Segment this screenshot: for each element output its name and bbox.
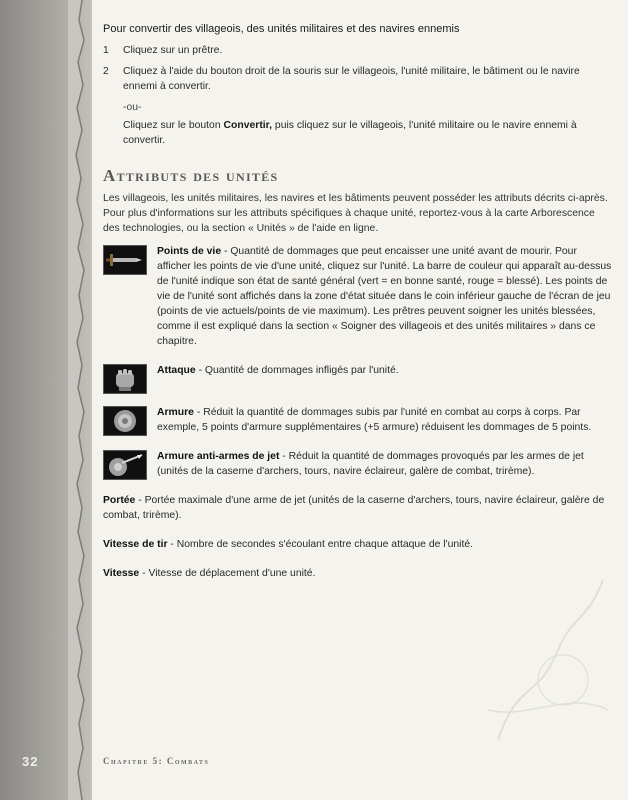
arrow-shield-icon (103, 450, 147, 480)
chapter-footer: Chapitre 5: Combats (103, 756, 210, 766)
alternative-instruction (103, 118, 613, 148)
attribute-speed (103, 566, 613, 581)
section-title: Attributs des unités (103, 166, 279, 185)
convert-heading: Pour convertir des villageois, des unités militaires et des navires ennemis (103, 23, 460, 35)
attribute-name: Armure anti-armes de jet (157, 451, 280, 462)
step-text: Cliquez à l'aide du bouton droit de la souris sur le villageois, l'unité militaire, le bâtiment ou le navire ennemi à convertir. (123, 66, 580, 92)
section-intro: Les villageois, les unités militaires, les navires et les bâtiments peuvent posséder les attributs décrits ci-après. Pour plus d'informations sur les attributs spécifiques à chaque unité, reportez-vous à la carte Arborescence des technologies, ou la section « Unités » de l'aide en ligne. (103, 193, 608, 234)
alt-text-after: puis cliquez sur le villageois, l'unité militaire ou le navire ennemi à convertir. (123, 120, 577, 146)
attribute-desc: - Portée maximale d'une arme de jet (unités de la caserne d'archers, tours, navire éclaireur, galère de combat, trirème). (103, 495, 605, 521)
attribute-hit-points (103, 244, 613, 349)
step-text: Cliquez sur un prêtre. (123, 45, 223, 56)
attribute-desc: - Nombre de secondes s'écoulant entre chaque attaque de l'unité. (167, 539, 473, 550)
shield-icon (103, 406, 147, 436)
convert-step (103, 43, 613, 58)
attribute-desc: - Vitesse de déplacement d'une unité. (139, 568, 316, 579)
convert-step (103, 64, 613, 94)
attribute-name: Attaque (157, 365, 196, 376)
page-content (103, 22, 613, 595)
convert-button-name: Convertir, (223, 120, 273, 131)
or-separator: -ou- (123, 102, 142, 113)
attribute-name: Vitesse (103, 568, 140, 579)
page-number: 32 (22, 754, 39, 769)
attribute-desc: - Quantité de dommages infligés par l'unité. (195, 365, 399, 376)
alt-text-before: Cliquez sur le bouton (123, 120, 224, 131)
attribute-desc: - Réduit la quantité de dommages subis par l'unité en combat au corps à corps. Par exemple, 5 points d'armure supplémentaires (+5 armure) réduisent les dommages de 5 points. (157, 407, 592, 433)
step-number: 2 (103, 66, 109, 77)
attribute-name: Armure (157, 407, 194, 418)
step-number: 1 (103, 45, 109, 56)
attribute-name: Vitesse de tir (103, 539, 168, 550)
attribute-attack (103, 363, 613, 391)
sword-icon (103, 245, 147, 275)
torn-paper-edge (68, 0, 98, 800)
attribute-range (103, 493, 613, 523)
attribute-armor (103, 405, 613, 435)
attribute-pierce-armor (103, 449, 613, 479)
attribute-desc: - Réduit la quantité de dommages provoqués par les armes de jet (unités de la caserne d'archers, tours, navire éclaireur, galère de combat, trirème). (157, 451, 584, 477)
attribute-name: Portée (103, 495, 136, 506)
attribute-rate-of-fire (103, 537, 613, 552)
attribute-desc: - Quantité de dommages que peut encaisser une unité avant de mourir. Pour afficher les points de vie d'une unité, cliquez sur l'unité. La barre de couleur qui apparaît au-dessus de l'unité indique son état de santé général (vert = en bonne santé, rouge = blessé). Les points de vie de l'unité sont affichés dans la zone d'état située dans le coin inférieur gauche de l'écran de jeu (points de vie actuels/points de vie maximum). Les prêtres peuvent soigner les unités blessées, comme il est expliqué dans la section « Soigner des villageois et des unités militaires » dans ce chapitre. (157, 246, 612, 347)
fist-icon (103, 364, 147, 394)
attribute-name: Points de vie (157, 246, 222, 257)
